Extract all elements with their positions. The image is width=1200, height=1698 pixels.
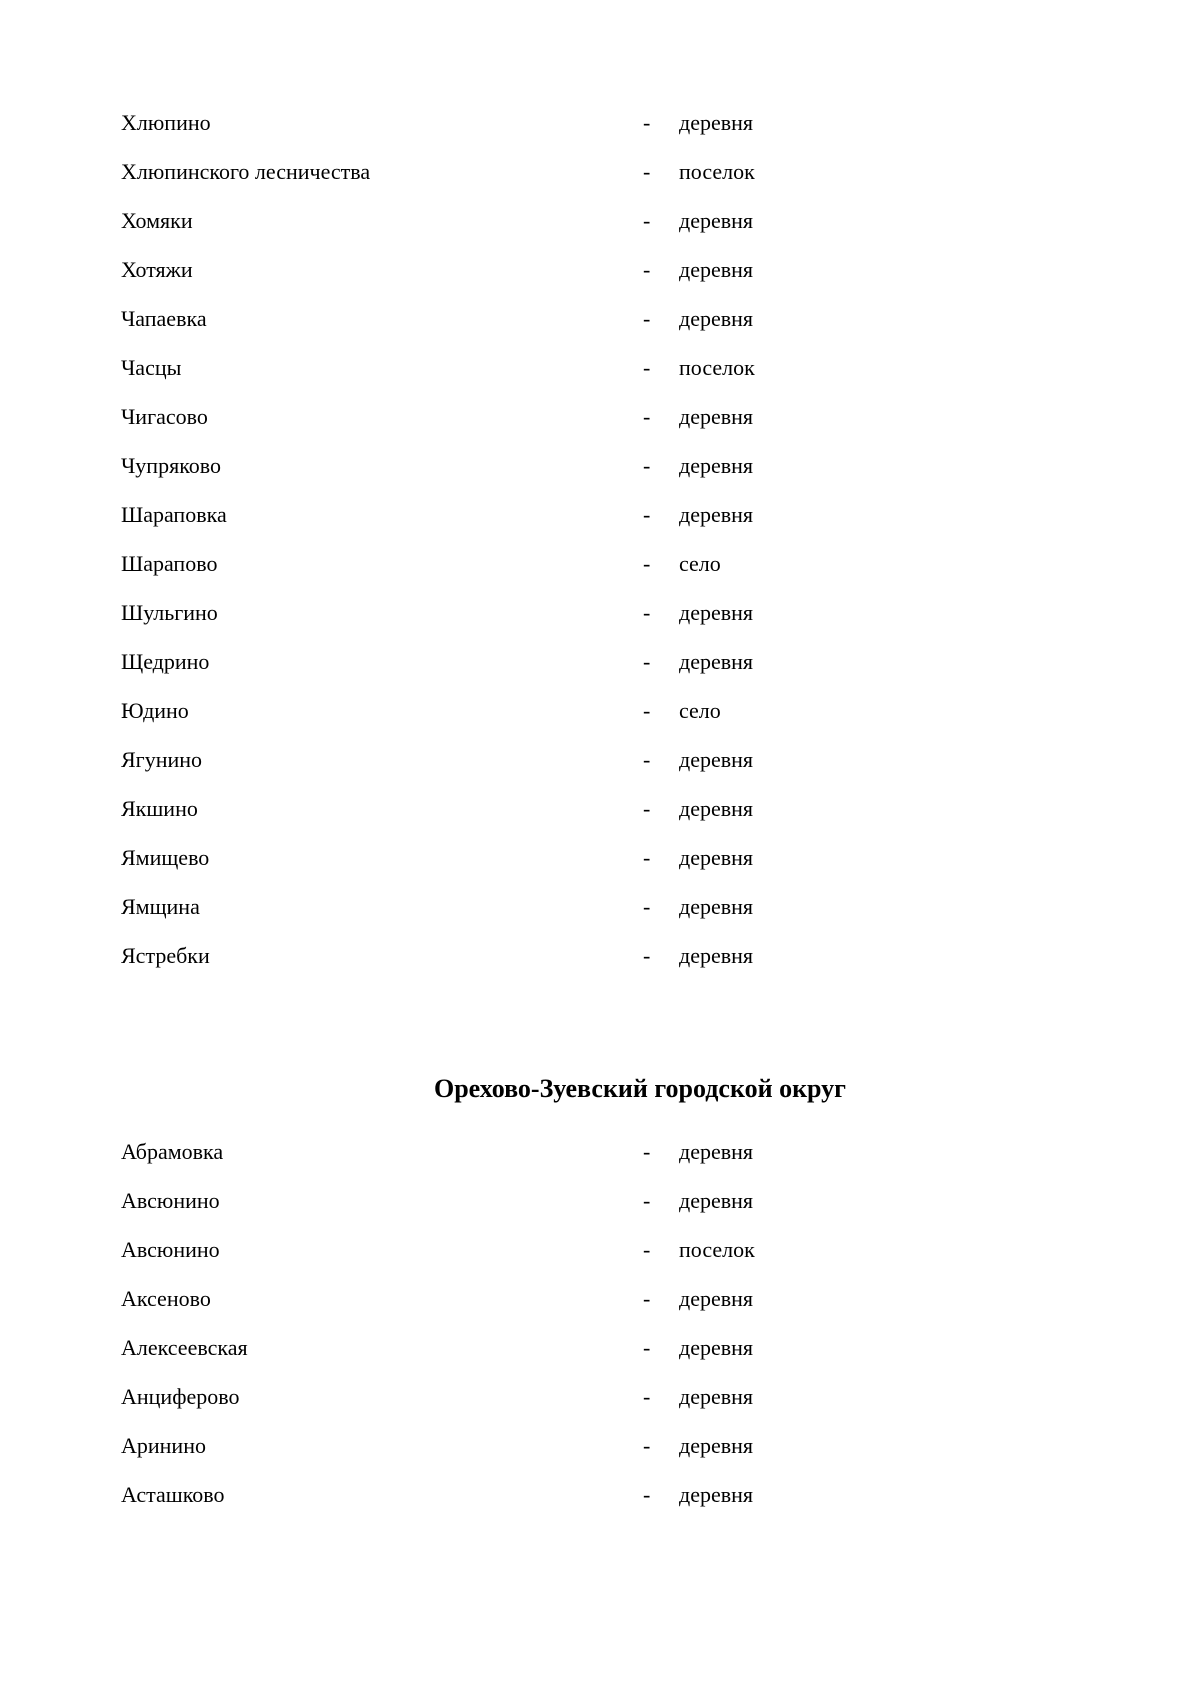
settlement-type: поселок: [679, 159, 755, 184]
separator-dash: -: [643, 894, 651, 919]
settlement-name: Аксеново: [121, 1286, 211, 1311]
settlement-list-top: [121, 110, 1021, 992]
settlement-type: поселок: [679, 1237, 755, 1262]
settlement-type: деревня: [679, 1188, 754, 1213]
list-row: [121, 110, 1021, 159]
list-row: [121, 355, 1021, 404]
list-row: [121, 306, 1021, 355]
separator-dash: -: [643, 1384, 651, 1409]
separator-dash: -: [643, 1139, 651, 1164]
separator-dash: -: [643, 306, 651, 331]
settlement-name: Юдино: [121, 698, 189, 723]
list-row: [121, 1139, 1021, 1188]
settlement-type: деревня: [679, 1433, 754, 1458]
settlement-list-bottom: [121, 1139, 1021, 1531]
settlement-name: Ягунино: [121, 747, 203, 772]
settlement-type: деревня: [679, 404, 754, 429]
settlement-type: деревня: [679, 943, 754, 968]
separator-dash: -: [643, 698, 651, 723]
separator-dash: -: [643, 943, 651, 968]
list-row: [121, 649, 1021, 698]
settlement-type: село: [679, 698, 721, 723]
settlement-name: Аринино: [121, 1433, 206, 1458]
separator-dash: -: [643, 1433, 651, 1458]
settlement-name: Якшино: [121, 796, 198, 821]
settlement-type: деревня: [679, 502, 754, 527]
separator-dash: -: [643, 355, 651, 380]
settlement-type: деревня: [679, 747, 754, 772]
settlement-name: Шарапово: [121, 551, 218, 576]
settlement-type: деревня: [679, 257, 754, 282]
settlement-name: Чупряково: [121, 453, 221, 478]
settlement-name: Хомяки: [121, 208, 193, 233]
settlement-type: деревня: [679, 600, 754, 625]
list-row: [121, 208, 1021, 257]
separator-dash: -: [643, 1482, 651, 1507]
list-row: [121, 551, 1021, 600]
separator-dash: -: [643, 796, 651, 821]
settlement-type: поселок: [679, 355, 755, 380]
settlement-type: деревня: [679, 796, 754, 821]
settlement-type: село: [679, 551, 721, 576]
list-row: [121, 894, 1021, 943]
settlement-name: Анциферово: [121, 1384, 240, 1409]
settlement-type: деревня: [679, 1335, 754, 1360]
settlement-type: деревня: [679, 208, 754, 233]
separator-dash: -: [643, 1286, 651, 1311]
separator-dash: -: [643, 600, 651, 625]
list-row: [121, 1433, 1021, 1482]
settlement-name: Чигасово: [121, 404, 208, 429]
settlement-name: Щедрино: [121, 649, 210, 674]
settlement-name: Шульгино: [121, 600, 218, 625]
list-row: [121, 796, 1021, 845]
settlement-name: Ястребки: [121, 943, 210, 968]
separator-dash: -: [643, 1237, 651, 1262]
separator-dash: -: [643, 551, 651, 576]
settlement-type: деревня: [679, 1482, 754, 1507]
settlement-type: деревня: [679, 1139, 754, 1164]
settlement-name: Асташково: [121, 1482, 225, 1507]
list-row: [121, 698, 1021, 747]
list-row: [121, 600, 1021, 649]
settlement-type: деревня: [679, 1384, 754, 1409]
separator-dash: -: [643, 747, 651, 772]
settlement-name: Ямищево: [121, 845, 210, 870]
settlement-type: деревня: [679, 1286, 754, 1311]
separator-dash: -: [643, 1188, 651, 1213]
settlement-name: Авсюнино: [121, 1237, 220, 1262]
settlement-name: Хлюпино: [121, 110, 211, 135]
list-row: [121, 1237, 1021, 1286]
list-row: [121, 453, 1021, 502]
separator-dash: -: [643, 502, 651, 527]
settlement-name: Ямщина: [121, 894, 200, 919]
settlement-type: деревня: [679, 845, 754, 870]
list-row: [121, 1286, 1021, 1335]
separator-dash: -: [643, 453, 651, 478]
list-row: [121, 747, 1021, 796]
separator-dash: -: [643, 110, 651, 135]
settlement-type: деревня: [679, 649, 754, 674]
settlement-name: Абрамовка: [121, 1139, 224, 1164]
settlement-name: Алексеевская: [121, 1335, 248, 1360]
list-row: [121, 257, 1021, 306]
settlement-type: деревня: [679, 453, 754, 478]
list-row: [121, 845, 1021, 894]
list-row: [121, 1482, 1021, 1531]
separator-dash: -: [643, 208, 651, 233]
list-row: [121, 1335, 1021, 1384]
separator-dash: -: [643, 257, 651, 282]
settlement-name: Часцы: [121, 355, 182, 380]
separator-dash: -: [643, 845, 651, 870]
settlement-name: Хлюпинского лесничества: [121, 159, 371, 184]
separator-dash: -: [643, 159, 651, 184]
settlement-type: деревня: [679, 894, 754, 919]
separator-dash: -: [643, 404, 651, 429]
list-row: [121, 1188, 1021, 1237]
separator-dash: -: [643, 1335, 651, 1360]
list-row: [121, 502, 1021, 551]
settlement-type: деревня: [679, 306, 754, 331]
list-row: [121, 943, 1021, 992]
settlement-name: Авсюнино: [121, 1188, 220, 1213]
settlement-name: Шараповка: [121, 502, 227, 527]
separator-dash: -: [643, 649, 651, 674]
list-row: [121, 404, 1021, 453]
list-row: [121, 1384, 1021, 1433]
section-title: Орехово-Зуевский городской округ: [434, 1074, 846, 1103]
settlement-type: деревня: [679, 110, 754, 135]
list-row: [121, 159, 1021, 208]
settlement-name: Чапаевка: [121, 306, 207, 331]
settlement-name: Хотяжи: [121, 257, 193, 282]
